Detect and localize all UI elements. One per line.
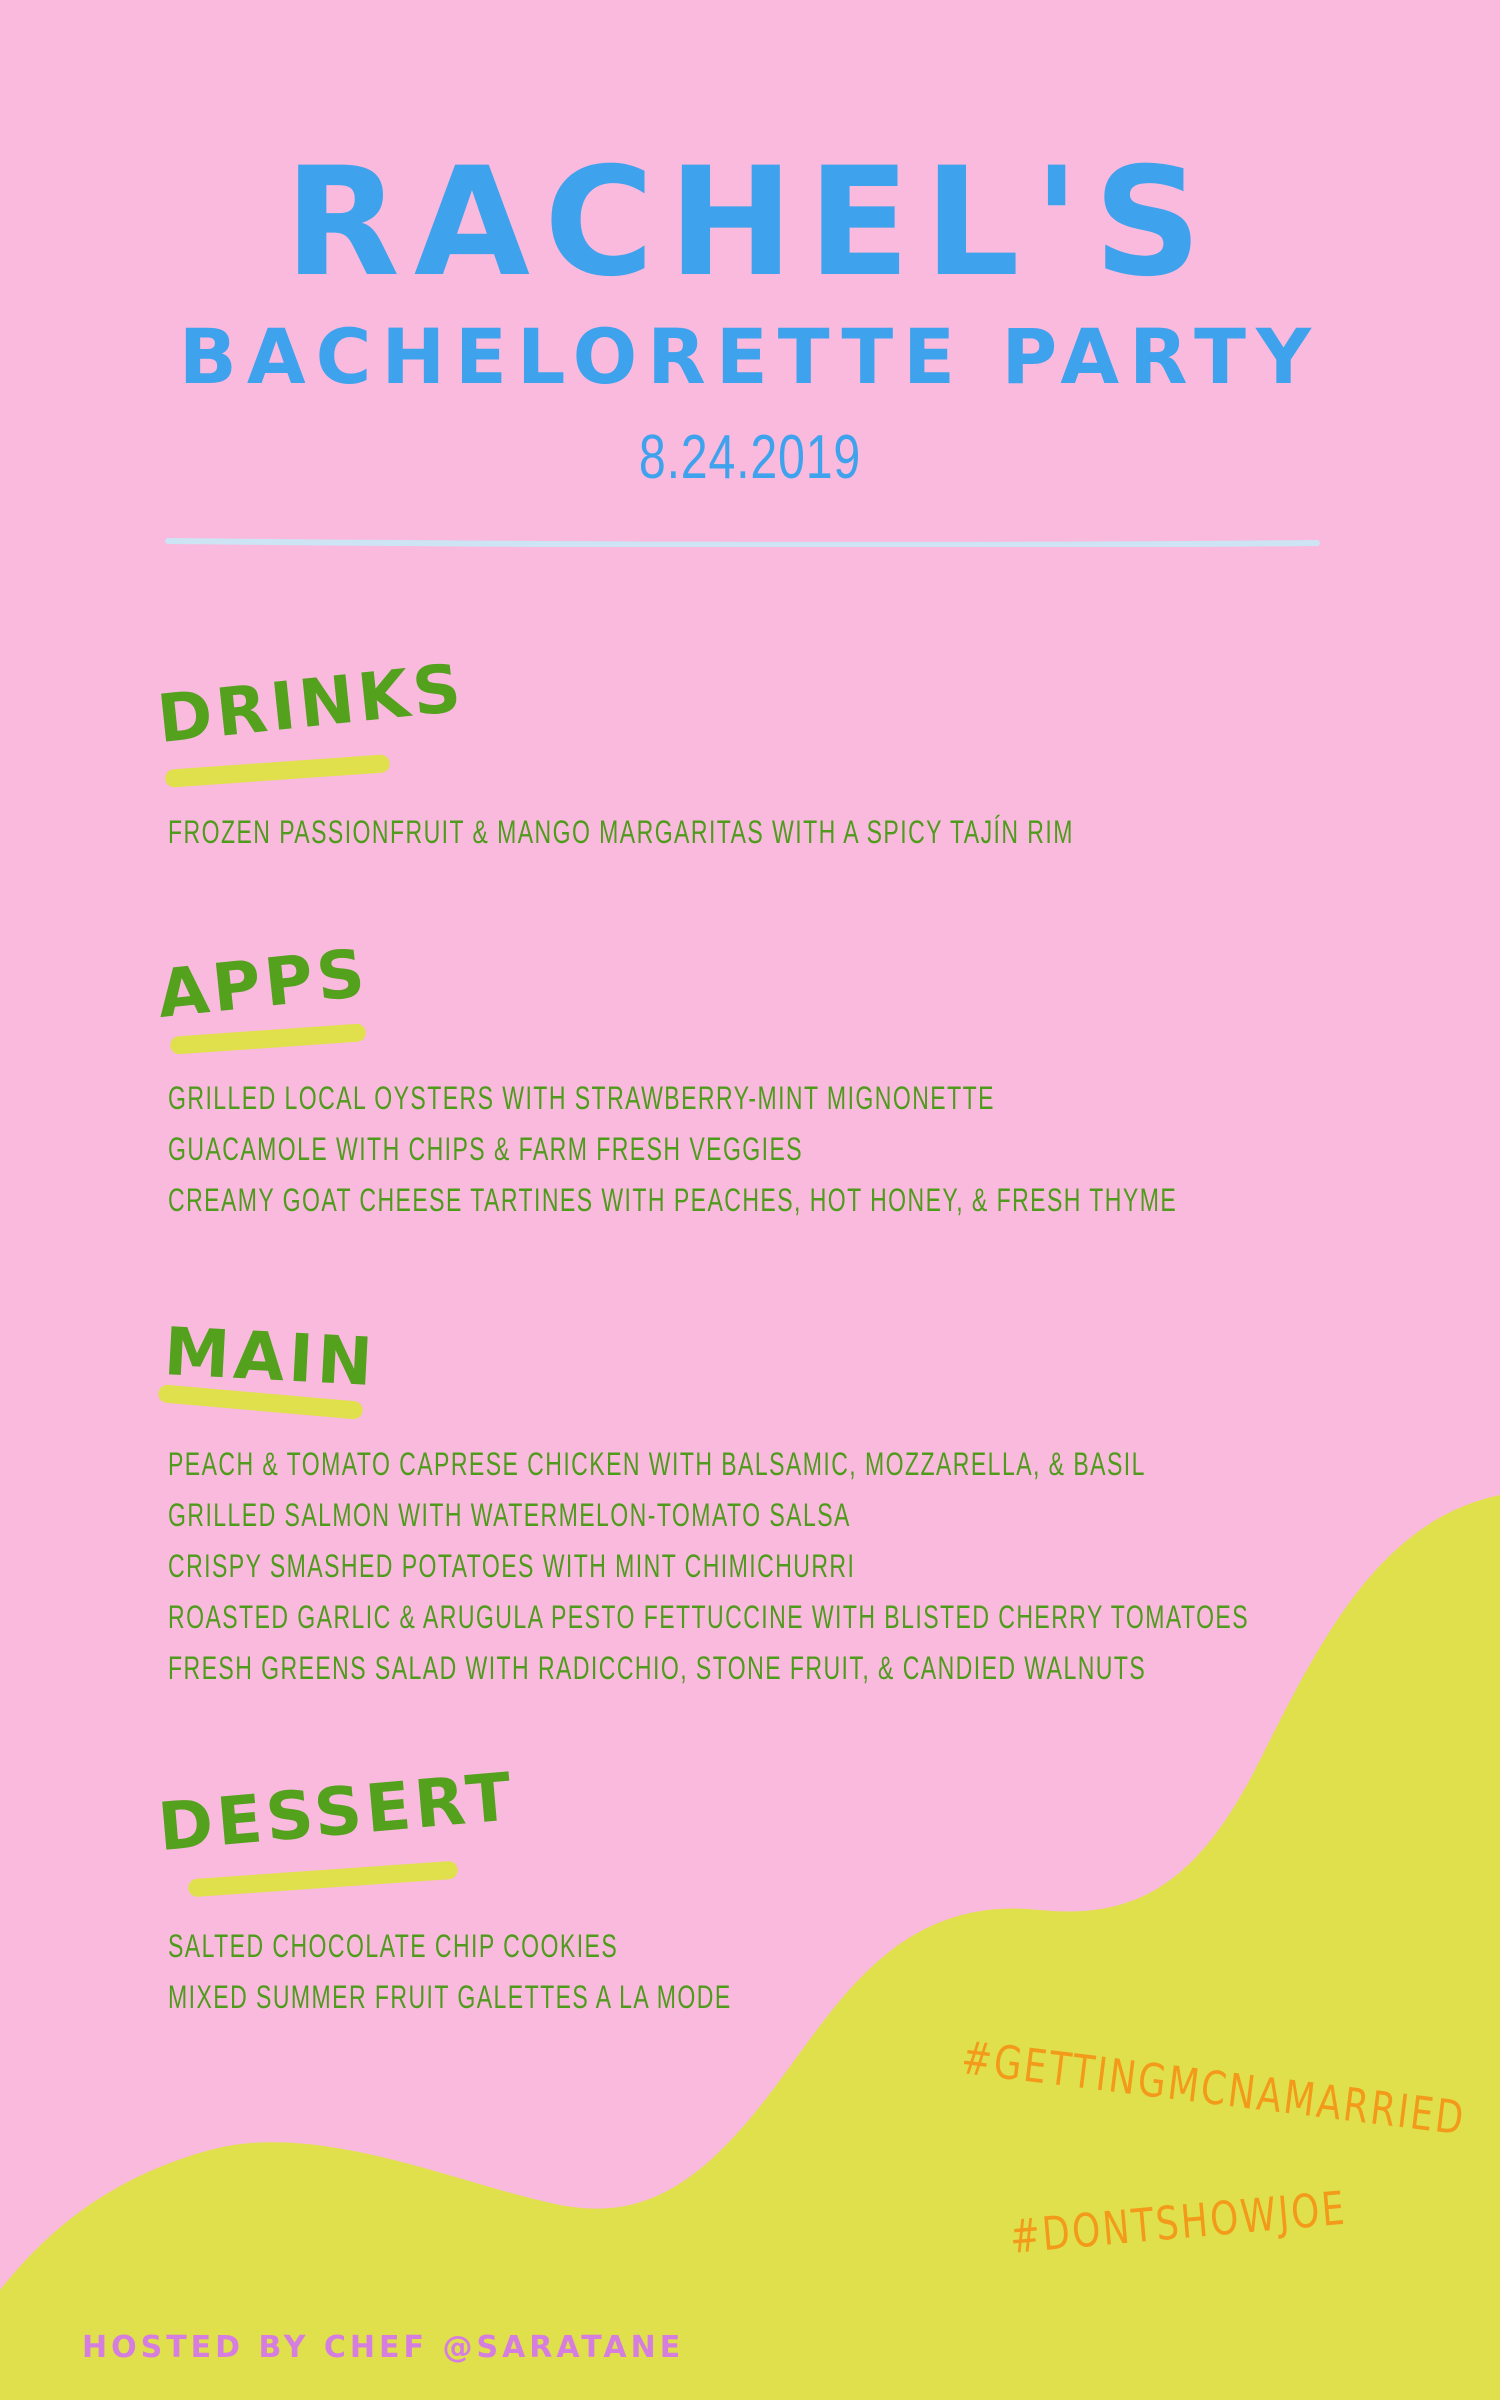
hashtag: #DONTSHOWJOE	[1007, 2180, 1349, 2264]
menu-item: FROZEN PASSIONFRUIT & MANGO MARGARITAS WITH A SPICY TAJÍN RIM	[168, 814, 1074, 850]
menu-item: MIXED SUMMER FRUIT GALETTES A LA MODE	[168, 1979, 732, 2015]
menu-item: GRILLED SALMON WITH WATERMELON-TOMATO SALSA	[168, 1497, 851, 1533]
menu-item: PEACH & TOMATO CAPRESE CHICKEN WITH BALSAMIC, MOZZARELLA, & BASIL	[168, 1446, 1146, 1482]
menu-item: GUACAMOLE WITH CHIPS & FARM FRESH VEGGIES	[168, 1131, 804, 1167]
menu-item: GRILLED LOCAL OYSTERS WITH STRAWBERRY-MINT MIGNONETTE	[168, 1080, 995, 1116]
menu-item: CRISPY SMASHED POTATOES WITH MINT CHIMICHURRI	[168, 1548, 856, 1584]
menu-item: CREAMY GOAT CHEESE TARTINES WITH PEACHES, HOT HONEY, & FRESH THYME	[168, 1182, 1178, 1218]
apps-heading: APPS	[153, 934, 372, 1034]
menu-item: FRESH GREENS SALAD WITH RADICCHIO, STONE FRUIT, & CANDIED WALNUTS	[168, 1650, 1147, 1686]
event-date: 8.24.2019	[638, 423, 862, 492]
header-divider	[165, 537, 1320, 547]
menu-item: ROASTED GARLIC & ARUGULA PESTO FETTUCCINE WITH BLISTED CHERRY TOMATOES	[168, 1599, 1250, 1635]
host-credit: HOSTED BY CHEF @SARATANE	[82, 2330, 685, 2365]
main-heading: MAIN	[162, 1313, 379, 1402]
hashtag: #GETTINGMCNAMARRIED	[958, 2030, 1469, 2146]
menu-item: SALTED CHOCOLATE CHIP COOKIES	[168, 1928, 619, 1964]
page-subtitle: BACHELORETTE PARTY	[178, 312, 1322, 401]
drinks-heading: DRINKS	[153, 649, 469, 759]
dessert-heading: DESSERT	[155, 1758, 519, 1867]
page-title: RACHEL'S	[284, 136, 1216, 310]
